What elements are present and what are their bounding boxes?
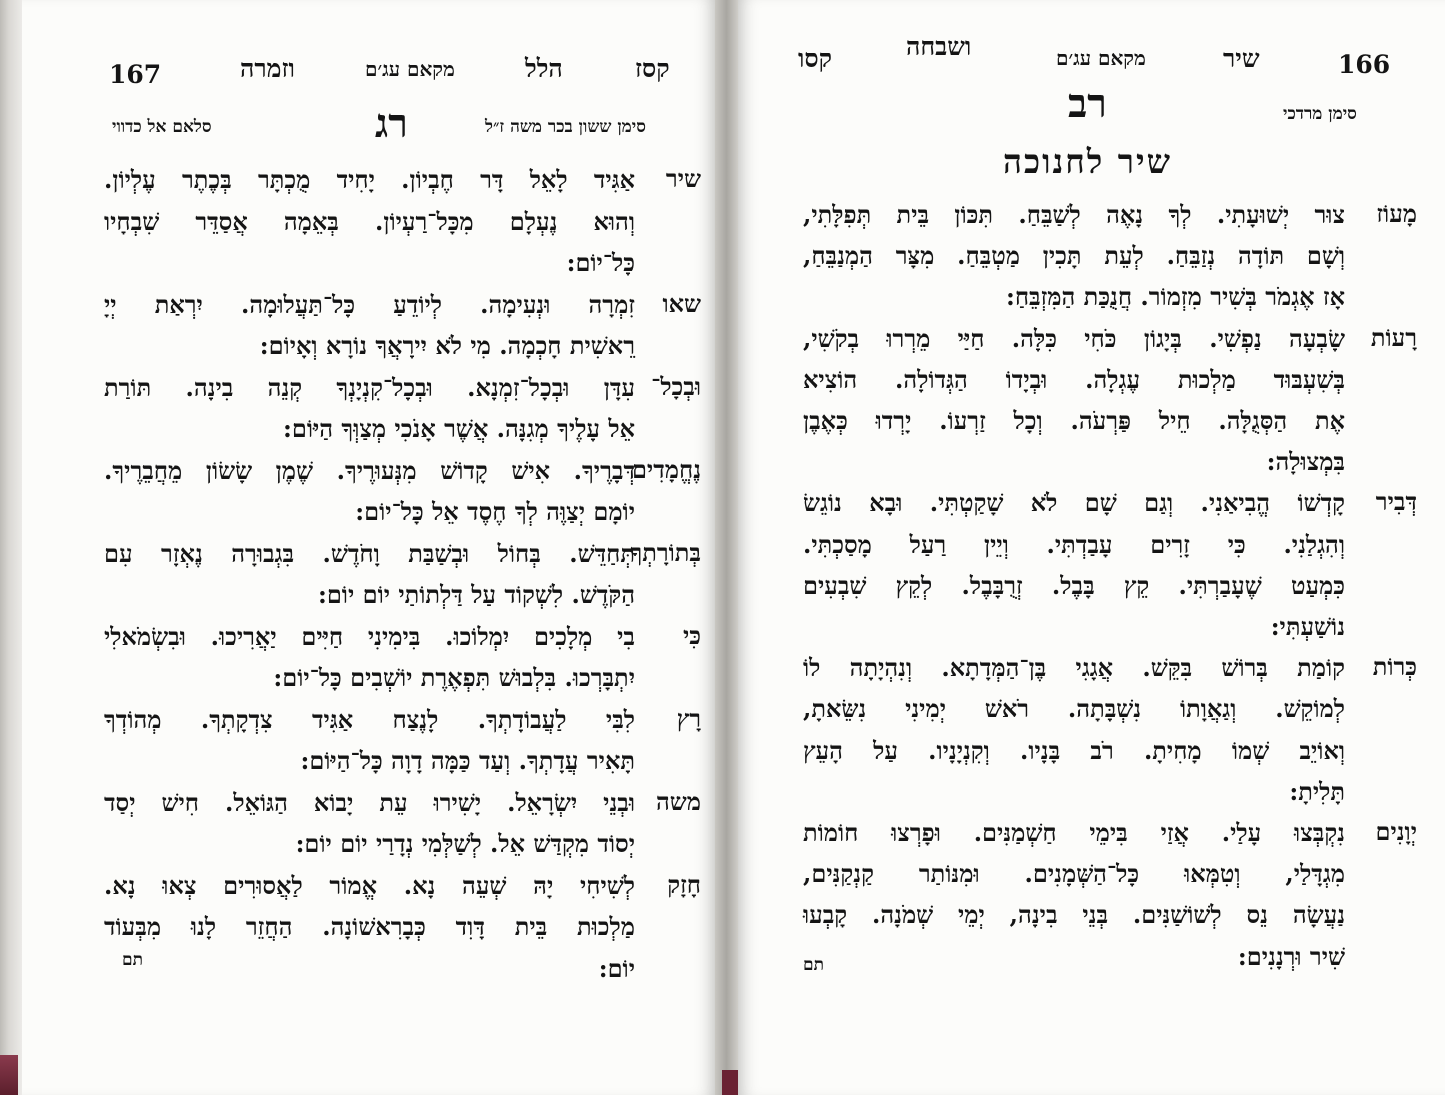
stanza-line: אַגִּיד לָאֵל דָּר חֶבְיוֹן. יָחִיד מֻכְתָּר בְּכֶתֶר עֶלְיוֹן. [104, 165, 635, 194]
stanza-label: נֶחֱמָדִים [631, 454, 701, 484]
stanza-label: שאו [662, 288, 701, 318]
running-header-word-1: הלל [525, 54, 563, 83]
page-number: 167 [109, 60, 162, 89]
stanza-label: וּבְכָל־ [651, 371, 701, 401]
stanza-label: רָעוֹת [1370, 322, 1417, 352]
stanza-line: וְשָׁם תּוֹדָה נְזַבֵּחַ. לְעֵת תָּכִין מַטְבֵּחַ. מִצָּר הַמְנַבֵּחַ, [803, 241, 1345, 271]
running-header-word-3: ושבחה [906, 32, 972, 61]
stanza-line: אָז אֶגְמֹר בְּשִׁיר מִזְמוֹר. חֲנֻכַּת הַמִּזְבֵּחַ: [1005, 282, 1345, 312]
stanza-label: חָזָק [667, 869, 701, 899]
stanza-line: מַלְכוּת בֵּית דָּוִד כְּבָרִאשׁוֹנָה. הַחֲזֵר לָנוּ מִבְּעוֹד [104, 912, 635, 941]
stanza-line: תָּאִיר עֲדָתְךָ. וְעַד כַּמָּה דָוָה כָּל־הַיּוֹם: [300, 746, 635, 775]
stanza-line: וְהוּא נֶעְלָם מִכָּל־רַעְיוֹן. בְּאֵמָה אֲסַדֵּר שִׁבְחָיו [104, 206, 635, 236]
stanza-line: צוּר יְשׁוּעָתִי. לְךָ נָאֶה לְשַׁבֵּחַ. תִּכּוֹן בֵּית תְּפִלָּתִי, [803, 200, 1345, 229]
stanza-line: עִדָּן וּבְכָל־זִמְנָא. וּבְכָל־קִנְיָנְךָ קְנֵה בִינָה. תּוֹרַת [104, 372, 635, 402]
book-page-edges [0, 0, 22, 1095]
stanza-line: כָּל־יוֹם: [566, 248, 635, 277]
stanza-label: שיר [665, 164, 701, 193]
song-number: רב [1068, 80, 1107, 127]
stanza-label: משה [655, 786, 701, 816]
maqam-note: סלאם אל כדווי [112, 117, 212, 137]
acrostic-label: סימן ששון בכר משה ז״ל [485, 117, 646, 137]
stanza-line: דְּבָרֶיךָ. אִישׁ קָדוֹשׁ מִנְּעוּרֶיךָ. שֶׁמֶן שָׂשׂוֹן מֵחֲבֵרֶיךָ. [104, 455, 635, 485]
stanza-line: בִּמְצוּלָה: [1266, 447, 1345, 477]
running-header-maqam: מקאם עג׳ם [365, 57, 455, 81]
stanza-line: יוֹמָם יְצַוֶּה לְךָ חֶסֶד אֵל כָּל־יוֹם: [355, 497, 635, 526]
running-header-maqam: מקאם עג׳ם [1056, 46, 1146, 70]
stanza-label: רָץ [676, 703, 701, 733]
stanza-line: תְּחַדֵּשׁ. בְּחוֹל וּבְשַׁבַּת וָחֹדֶשׁ. בִּגְבוּרָה נֶאְזָר עִם [104, 538, 635, 568]
stanza-label: כְּרוֹת [1372, 652, 1417, 682]
running-header-word-1: שיר [1223, 44, 1260, 73]
song-title: שיר לחנוכה [1003, 142, 1172, 181]
stanza-line: נַעֲשָׂה נֵס לְשׁוֹשַׁנִּים. בְּנֵי בִינָה, יְמֵי שְׁמֹנָה. קָבְעוּ [803, 900, 1345, 930]
acrostic-label: סימן מרדכי [1283, 104, 1357, 124]
stanza-line: בְּשִׁעְבּוּד מַלְכוּת עֶגְלָה. וּבְיָדוֹ הַגְּדוֹלָה. הוֹצִיא [803, 364, 1345, 394]
stanza-label: כִּי [682, 620, 701, 650]
stanza-line: שִׁיר וּרְנָנִים: [1237, 941, 1345, 971]
stanza-line: נִקְבְּצוּ עָלַי. אֲזַי בִּימֵי חַשְׁמַנִּים. וּפָרְצוּ חוֹמוֹת [803, 818, 1345, 847]
stanza-line: אֶת הַסְּגֻלָּה. חֵיל פַּרְעֹה. וְכָל זַרְעוֹ. יָרְדוּ כְּאֶבֶן [803, 406, 1345, 435]
stanza-line: לְמוֹקֵשׁ. וְגַאֲוָתוֹ נִשְׁבָּתָה. רֹאשׁ יְמִינִי נִשֵּׂאתָ, [803, 694, 1345, 724]
stanza-line: וְאוֹיֵב שְׁמוֹ מָחִיתָ. רֹב בָּנָיו. וְקִנְיָנָיו. עַל הָעֵץ [803, 735, 1345, 765]
running-header-word-3: וזמרה [240, 54, 295, 83]
stanza-line: תָּלִיתָ: [1289, 776, 1345, 806]
page-number: 166 [1338, 50, 1391, 79]
stanza-line: יוֹם: [598, 953, 635, 983]
stanza-line: אֵל עָלֶיךָ מְגִנָּה. אֲשֶׁר אָנֹכִי מְצַוְּךָ הַיּוֹם: [282, 414, 635, 443]
stanza-line: לִבִּי לַעֲבוֹדָתְךָ. לָנֶצַח אַגִּיד צִדְקָתְךָ. מְהוֹדְךָ [104, 704, 635, 734]
stanza-line: בִי מְלָכִים יִמְלוֹכוּ. בִּימִינִי חַיִּים יַאֲרִיכוּ. וּבִשְׂמֹאלִי [104, 621, 635, 651]
book-gutter [715, 0, 738, 1095]
stanza-label: יְוָנִים [1375, 817, 1417, 846]
stanza-line: זִמְרָה וּנְעִימָה. לְיוֹדֵעַ כָּל־תַּעֲלוּמָה. יִרְאַת יְיָ [104, 289, 635, 319]
stanza-line: רֵאשִׁית חָכְמָה. מִי לֹא יִירָאֲךָ נוֹרָא וְאָיוֹם: [259, 331, 635, 360]
stanza-label: בְּתוֹרָתְךָ [630, 537, 701, 567]
stanza-line: יִתְבָּרְכוּ. בִּלְבוּשׁ תִּפְאֶרֶת יוֹשְׁבִים כָּל־יוֹם: [273, 663, 635, 692]
stanza-line: קָדְשׁוֹ הֱבִיאַנִי. וְגַם שָׁם לֹא שָׁקַטְתִּי. וּבָא נוֹגֵשׂ [803, 488, 1345, 518]
right-page [738, 0, 1445, 1095]
stanza-line: שָׂבְעָה נַפְשִׁי. בְּיָגוֹן כֹּחִי כִּלָּה. חַיַּי מֵרְרוּ בְקֹשִׁי, [803, 323, 1345, 353]
stanza-line: לְשִׁיחִי יָהּ שְׁעֵה נָא. אֱמוֹר לַאֲסוּרִים צְאוּ נָא. [104, 870, 635, 900]
song-number: רג [375, 100, 408, 147]
stanza-label: מָעוֹז [1376, 199, 1417, 228]
book-cover-spine [722, 1070, 738, 1095]
stanza-line: וּבְנֵי יִשְׂרָאֵל. יָשִׁירוּ עֵת יָבוֹא הַגּוֹאֵל. חִישׁ יְסַד [104, 787, 635, 817]
end-mark: תם [122, 950, 143, 970]
hebrew-page-number: קסו [798, 44, 832, 73]
stanza-line: הַקֹּדֶשׁ. לִשְׁקוֹד עַל דַּלְתוֹתַי יוֹם יוֹם: [317, 580, 635, 609]
stanza-line: יְסוֹד מִקְדַּשׁ אֵל. לְשַׁלְּמִי נְדָרַי יוֹם יוֹם: [295, 829, 635, 858]
hebrew-page-number: קסז [635, 54, 670, 83]
book-cover-corner [0, 1055, 18, 1095]
stanza-line: קוֹמַת בְּרוֹשׁ בִּקֵּשׁ. אֲגָגִי בֶּן־הַמְּדָתָא. וְנִהְיָתָה לוֹ [803, 653, 1345, 683]
stanza-label: דְּבִיר [1375, 487, 1417, 517]
stanza-line: מִגְדָּלַי, וְטִמְּאוּ כָּל־הַשְּׁמָנִים. וּמִנּוֹתַר קַנְקַנִּים, [803, 859, 1345, 889]
stanza-line: כִּמְעַט שֶׁעָבַרְתִּי. קֵץ בָּבֶל. זְרֻבָּבֶל. לְקֵץ שִׁבְעִים [803, 570, 1345, 600]
left-page [22, 0, 715, 1095]
stanza-line: נוֹשַׁעְתִּי: [1270, 612, 1345, 641]
end-mark: תם [803, 955, 824, 975]
stanza-line: וְהִגְלַנִי. כִּי זָרִים עָבַדְתִּי. וְיֵין רַעַל מָסַכְתִּי. [803, 529, 1345, 559]
